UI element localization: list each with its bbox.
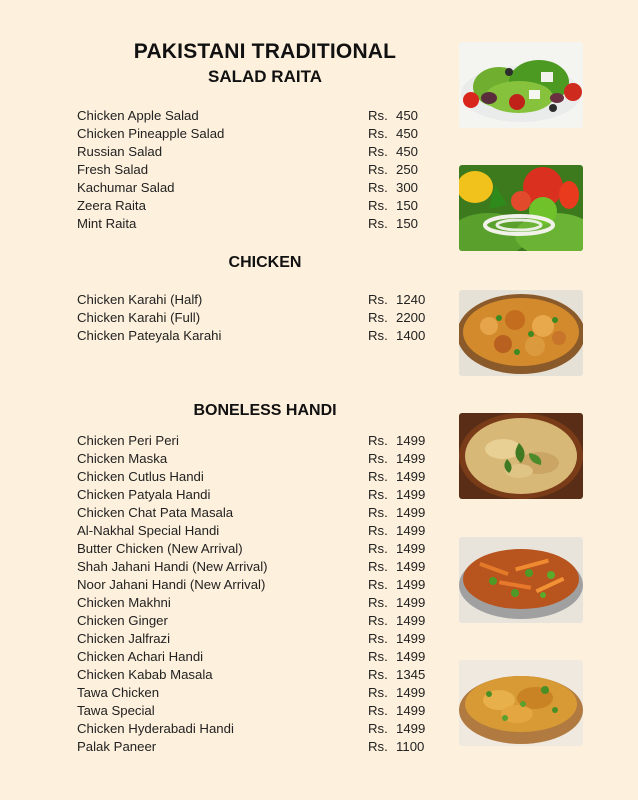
price-value: 1345 (396, 667, 426, 682)
boneless-item (77, 522, 437, 540)
boneless-item (77, 558, 437, 576)
item-price (368, 612, 425, 630)
price-value: 1499 (396, 541, 426, 556)
item-name: Palak Paneer (77, 739, 157, 754)
item-price (368, 450, 425, 468)
boneless-item (77, 648, 437, 666)
item-name: Chicken Ginger (77, 613, 168, 628)
item-price (368, 540, 425, 558)
item-name: Chicken Pateyala Karahi (77, 328, 222, 343)
price-value: 1499 (396, 433, 426, 448)
salad-raita-list (77, 107, 437, 233)
item-price (368, 468, 425, 486)
currency-label: Rs. (368, 180, 388, 195)
price-value: 1499 (396, 703, 426, 718)
item-name: Noor Jahani Handi (New Arrival) (77, 577, 266, 592)
item-price (368, 161, 418, 179)
item-name: Russian Salad (77, 144, 163, 159)
price-value: 300 (396, 180, 419, 195)
item-name: Tawa Special (77, 703, 155, 718)
price-value: 1499 (396, 613, 426, 628)
boneless-item (77, 738, 437, 756)
item-price (368, 327, 425, 345)
item-price (368, 684, 425, 702)
item-price (368, 720, 425, 738)
price-value: 150 (396, 216, 419, 231)
price-value: 1499 (396, 487, 426, 502)
currency-label: Rs. (368, 328, 388, 343)
boneless-item (77, 468, 437, 486)
boneless-item (77, 702, 437, 720)
price-value: 2200 (396, 310, 426, 325)
salad-item (77, 179, 437, 197)
item-name: Butter Chicken (New Arrival) (77, 541, 243, 556)
currency-label: Rs. (368, 505, 388, 520)
salad-item (77, 125, 437, 143)
currency-label: Rs. (368, 685, 388, 700)
boneless-item (77, 576, 437, 594)
boneless-item (77, 432, 437, 450)
item-name: Kachumar Salad (77, 180, 175, 195)
salad-item (77, 197, 437, 215)
price-value: 450 (396, 108, 419, 123)
vegetables-photo (459, 165, 583, 251)
price-value: 1400 (396, 328, 426, 343)
item-name: Chicken Chat Pata Masala (77, 505, 234, 520)
boneless-handi-heading: BONELESS HANDI (193, 402, 337, 419)
chicken-item (77, 327, 437, 345)
item-price (368, 702, 425, 720)
chicken-heading: CHICKEN (228, 254, 302, 271)
currency-label: Rs. (368, 667, 388, 682)
currency-label: Rs. (368, 487, 388, 502)
currency-label: Rs. (368, 559, 388, 574)
boneless-item (77, 666, 437, 684)
currency-label: Rs. (368, 310, 388, 325)
currency-label: Rs. (368, 216, 388, 231)
item-name: Chicken Apple Salad (77, 108, 199, 123)
item-name: Chicken Pineapple Salad (77, 126, 225, 141)
price-value: 150 (396, 198, 419, 213)
item-price (368, 666, 425, 684)
currency-label: Rs. (368, 469, 388, 484)
handi-photo-2 (459, 537, 583, 623)
item-price (368, 143, 418, 161)
item-price (368, 504, 425, 522)
price-value: 1499 (396, 469, 426, 484)
item-name: Zeera Raita (77, 198, 146, 213)
price-value: 1499 (396, 451, 426, 466)
currency-label: Rs. (368, 144, 388, 159)
price-value: 1499 (396, 685, 426, 700)
price-value: 1499 (396, 631, 426, 646)
item-price (368, 738, 424, 756)
boneless-item (77, 684, 437, 702)
currency-label: Rs. (368, 541, 388, 556)
boneless-item (77, 540, 437, 558)
currency-label: Rs. (368, 126, 388, 141)
item-price (368, 576, 425, 594)
handi-photo-3 (459, 660, 583, 746)
item-price (368, 107, 418, 125)
item-name: Chicken Jalfrazi (77, 631, 171, 646)
boneless-item (77, 720, 437, 738)
salad-item (77, 143, 437, 161)
currency-label: Rs. (368, 292, 388, 307)
boneless-item (77, 630, 437, 648)
item-price (368, 486, 425, 504)
item-price (368, 179, 418, 197)
item-name: Chicken Karahi (Half) (77, 292, 203, 307)
salad-item (77, 107, 437, 125)
price-value: 1499 (396, 721, 426, 736)
item-name: Chicken Peri Peri (77, 433, 179, 448)
salad-item (77, 161, 437, 179)
currency-label: Rs. (368, 523, 388, 538)
salad-item (77, 215, 437, 233)
boneless-item (77, 612, 437, 630)
price-value: 1499 (396, 523, 426, 538)
price-value: 1240 (396, 292, 426, 307)
currency-label: Rs. (368, 721, 388, 736)
price-value: 450 (396, 126, 419, 141)
salad-raita-heading: SALAD RAITA (208, 67, 322, 86)
boneless-item (77, 450, 437, 468)
currency-label: Rs. (368, 433, 388, 448)
page-title: PAKISTANI TRADITIONAL (133, 40, 397, 63)
price-value: 250 (396, 162, 419, 177)
currency-label: Rs. (368, 631, 388, 646)
chicken-item (77, 309, 437, 327)
item-name: Shah Jahani Handi (New Arrival) (77, 559, 268, 574)
price-value: 1499 (396, 649, 426, 664)
item-price (368, 309, 425, 327)
item-price (368, 432, 425, 450)
price-value: 1100 (396, 739, 425, 754)
currency-label: Rs. (368, 595, 388, 610)
price-value: 1499 (396, 577, 426, 592)
currency-label: Rs. (368, 108, 388, 123)
boneless-item (77, 504, 437, 522)
item-price (368, 630, 425, 648)
item-name: Chicken Achari Handi (77, 649, 204, 664)
item-name: Mint Raita (77, 216, 137, 231)
chicken-list (77, 291, 437, 345)
currency-label: Rs. (368, 613, 388, 628)
item-name: Chicken Makhni (77, 595, 171, 610)
boneless-item (77, 486, 437, 504)
item-name: Tawa Chicken (77, 685, 160, 700)
chicken-item (77, 291, 437, 309)
item-name: Chicken Kabab Masala (77, 667, 213, 682)
item-price (368, 125, 418, 143)
salad-photo (459, 42, 583, 128)
price-value: 1499 (396, 505, 426, 520)
price-value: 1499 (396, 595, 426, 610)
item-name: Chicken Cutlus Handi (77, 469, 204, 484)
item-name: Fresh Salad (77, 162, 149, 177)
item-name: Chicken Patyala Handi (77, 487, 211, 502)
item-price (368, 215, 418, 233)
item-price (368, 648, 425, 666)
handi-photo-1 (459, 413, 583, 499)
currency-label: Rs. (368, 577, 388, 592)
currency-label: Rs. (368, 649, 388, 664)
item-price (368, 291, 425, 309)
item-name: Al-Nakhal Special Handi (77, 523, 220, 538)
currency-label: Rs. (368, 198, 388, 213)
item-price (368, 594, 425, 612)
item-name: Chicken Maska (77, 451, 168, 466)
currency-label: Rs. (368, 162, 388, 177)
item-name: Chicken Hyderabadi Handi (77, 721, 234, 736)
item-price (368, 558, 425, 576)
boneless-handi-list (77, 432, 437, 756)
price-value: 450 (396, 144, 419, 159)
item-price (368, 197, 418, 215)
currency-label: Rs. (368, 451, 388, 466)
boneless-item (77, 594, 437, 612)
item-name: Chicken Karahi (Full) (77, 310, 201, 325)
currency-label: Rs. (368, 703, 388, 718)
item-price (368, 522, 425, 540)
currency-label: Rs. (368, 739, 388, 754)
price-value: 1499 (396, 559, 426, 574)
chicken-karahi-photo (459, 290, 583, 376)
